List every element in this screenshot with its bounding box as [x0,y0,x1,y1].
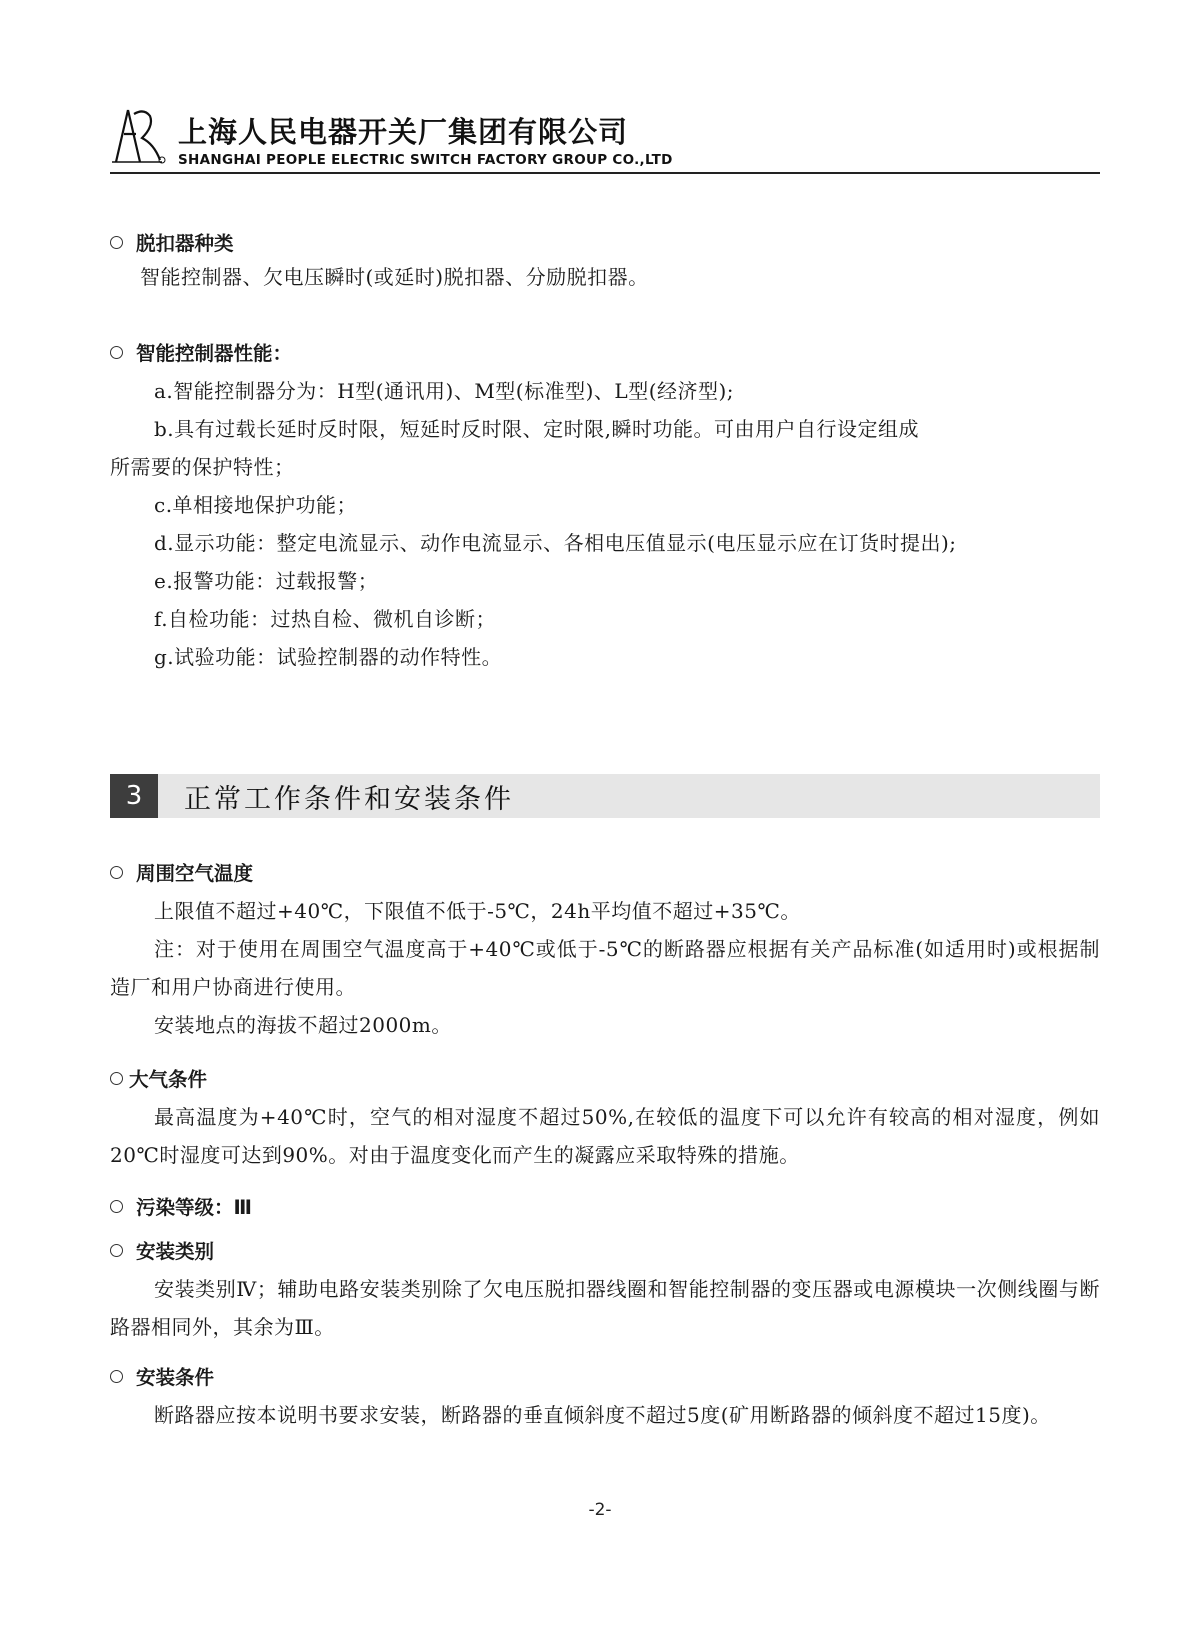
section-title: 正常工作条件和安装条件 [184,783,514,815]
ambient-temperature-heading: 周围空气温度 [110,858,1100,886]
install-conditions-text: 断路器应按本说明书要求安装，断路器的垂直倾斜度不超过5度(矿用断路器的倾斜度不超过15度)。 [154,1403,1051,1427]
ambient-temperature-section [110,858,1100,1044]
altitude-text: 安装地点的海拔不超过2000m。 [154,1013,452,1037]
circle-bullet-icon [110,1072,123,1085]
release-types-heading: 脱扣器种类 [110,228,1100,256]
release-types-section [110,228,1100,296]
circle-bullet-icon [110,236,123,249]
list-item-continuation: 所需要的保护特性； [110,455,295,479]
section-number: 3 [110,774,158,818]
ambient-temperature-limits: 上限值不超过+40℃，下限值不低于-5℃，24h平均值不超过+35℃。 [154,899,801,923]
list-item: d.显示功能：整定电流显示、动作电流显示、各相电压值显示(电压显示应在订货时提出); [154,531,957,555]
install-conditions-section [110,1362,1100,1434]
controller-section [110,338,1100,676]
list-item: g.试验功能：试验控制器的动作特性。 [154,645,503,669]
circle-bullet-icon [110,1244,123,1257]
list-item: f.自检功能：过热自检、微机自诊断； [154,607,497,631]
company-name-en: SHANGHAI PEOPLE ELECTRIC SWITCH FACTORY GROUP CO.,LTD [178,152,673,168]
section-3-banner [110,774,1100,818]
page-header [110,104,1100,176]
install-category-text: 安装类别Ⅳ；辅助电路安装类别除了欠电压脱扣器线圈和智能控制器的变压器或电源模块一次侧线圈与断路器相同外，其余为Ⅲ。 [110,1277,1100,1339]
atmosphere-section [110,1064,1100,1174]
list-item: b.具有过载长延时反时限，短延时反时限、定时限,瞬时功能。可由用户自行设定组成 [154,417,920,441]
pollution-heading: 污染等级：Ⅲ [110,1192,1100,1220]
atmosphere-heading: 大气条件 [110,1064,1100,1092]
controller-feature-list [110,372,1100,676]
circle-bullet-icon [110,866,123,879]
company-name-cn: 上海人民电器开关厂集团有限公司 [178,115,629,149]
install-conditions-heading: 安装条件 [110,1362,1100,1390]
circle-bullet-icon [110,346,123,359]
page-number: -2- [588,1500,612,1520]
release-types-text: 智能控制器、欠电压瞬时(或延时)脱扣器、分励脱扣器。 [140,265,649,289]
circle-bullet-icon [110,1200,123,1213]
list-item: e.报警功能：过载报警； [154,569,379,593]
controller-heading: 智能控制器性能： [110,338,1100,366]
list-item: a.智能控制器分为：H型(通讯用)、M型(标准型)、L型(经济型); [154,379,735,403]
install-category-heading: 安装类别 [110,1236,1100,1264]
header-rule [110,172,1100,174]
atmosphere-text: 最高温度为+40℃时，空气的相对湿度不超过50%,在较低的温度下可以允许有较高的相对湿度，例如20℃时湿度可达到90%。对由于温度变化而产生的凝露应采取特殊的措施。 [110,1105,1100,1167]
ambient-temperature-note: 注：对于使用在周围空气温度高于+40℃或低于-5℃的断路器应根据有关产品标准(如适用时)或根据制造厂和用户协商进行使用。 [110,937,1100,999]
circle-bullet-icon [110,1370,123,1383]
company-logo-icon [110,104,166,166]
install-category-section [110,1236,1100,1346]
pollution-section [110,1192,1100,1220]
list-item: c.单相接地保护功能； [154,493,358,517]
